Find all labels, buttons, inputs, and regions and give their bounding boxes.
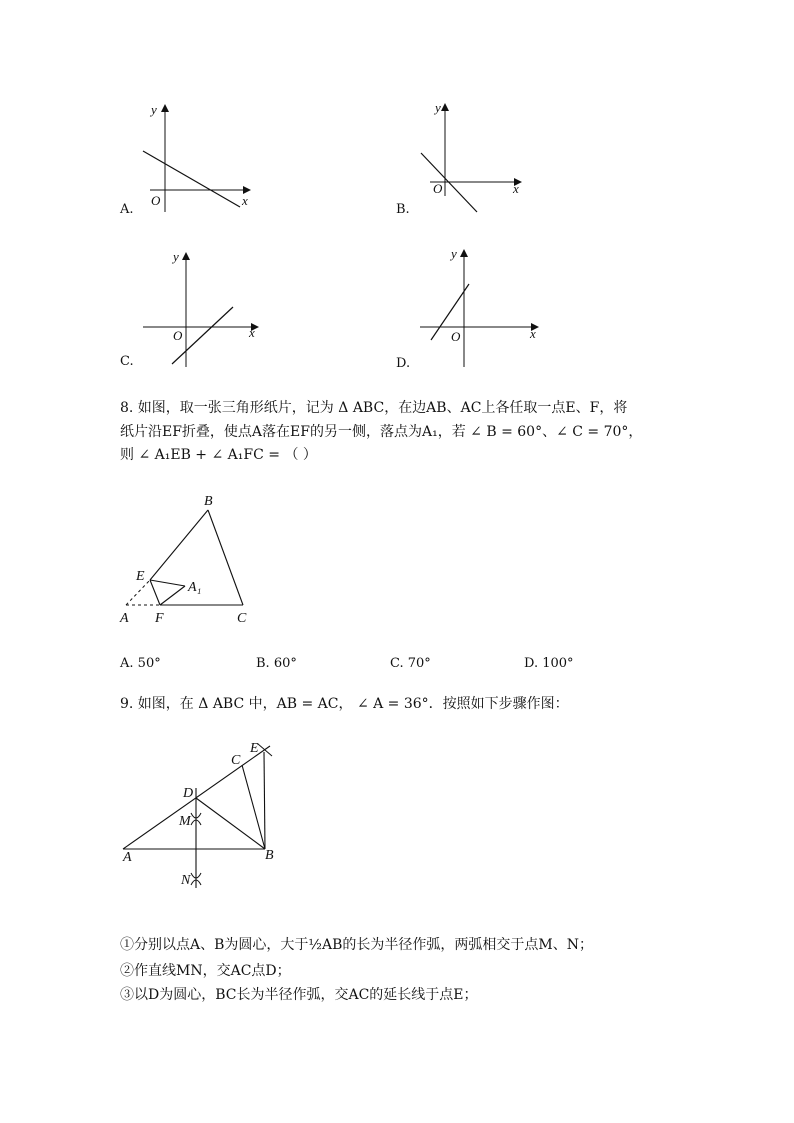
- point-c-label: C: [237, 611, 247, 626]
- q8-text-line-2: 纸片沿EF折叠，使点A落在EF的另一侧，落点为A₁，若 ∠ B = 60°、∠ C = 70°，: [120, 424, 643, 440]
- segment-bc: [242, 765, 265, 849]
- point-b-label: B: [204, 494, 213, 509]
- q9-step-2: ②作直线MN，交AC点D；: [120, 963, 291, 979]
- arc-at-e: [258, 744, 272, 756]
- point-n-label: N: [181, 873, 191, 888]
- origin-label: O: [173, 328, 183, 343]
- point-f-label: F: [155, 611, 164, 626]
- q8-text-line-3: 则 ∠ A₁EB + ∠ A₁FC = （ ）: [120, 447, 317, 463]
- point-b-label: B: [265, 848, 274, 863]
- origin-label: O: [151, 193, 161, 208]
- choice-value: 60°: [273, 656, 297, 671]
- axis-x-label: x: [242, 193, 248, 208]
- point-e-label: E: [136, 569, 145, 584]
- q9-step-3: ③以D为圆心，BC长为半径作弧，交AC的延长线于点E；: [120, 987, 478, 1003]
- axis-x-label: x: [513, 181, 519, 196]
- point-c-label: C: [231, 753, 241, 768]
- axis-y-label: y: [173, 249, 179, 264]
- point-m-label: M: [179, 814, 191, 829]
- axis-x-label: x: [530, 326, 536, 341]
- q9-text-line-1: 9. 如图，在 Δ ABC 中，AB = AC， ∠ A = 36°．按照如下步骤作图：: [120, 696, 569, 712]
- choice-value: 100°: [542, 656, 574, 671]
- choice-value: 70°: [407, 656, 431, 671]
- choice-label: C.: [390, 656, 404, 671]
- choice-value: 50°: [137, 656, 161, 671]
- option-label: A.: [120, 202, 134, 217]
- segment-db: [196, 798, 265, 849]
- segment-be: [264, 752, 265, 849]
- axis-y-label: y: [451, 246, 457, 261]
- point-a-label: A: [123, 850, 132, 865]
- point-d-label: D: [183, 786, 194, 801]
- choice-label: A.: [120, 656, 134, 671]
- point-e-label: E: [250, 741, 259, 756]
- choice-label: D.: [524, 656, 539, 671]
- option-label: D.: [396, 356, 411, 371]
- q9-step-1: ①分别以点A、B为圆心，大于½AB的长为半径作弧，两弧相交于点M、N；: [120, 937, 593, 953]
- option-label: C.: [120, 354, 134, 369]
- origin-label: O: [433, 181, 443, 196]
- point-a1-label: A₁: [188, 580, 202, 595]
- q8-text-line-1: 8. 如图，取一张三角形纸片，记为 Δ ABC，在边AB、AC上各任取一点E、F，将: [120, 400, 628, 416]
- choice-label: B.: [256, 656, 270, 671]
- axis-y-label: y: [151, 102, 157, 117]
- point-a-label: A: [120, 611, 129, 626]
- axis-x-label: x: [249, 325, 255, 340]
- option-label: B.: [396, 202, 410, 217]
- origin-label: O: [451, 329, 461, 344]
- axis-y-label: y: [435, 100, 441, 115]
